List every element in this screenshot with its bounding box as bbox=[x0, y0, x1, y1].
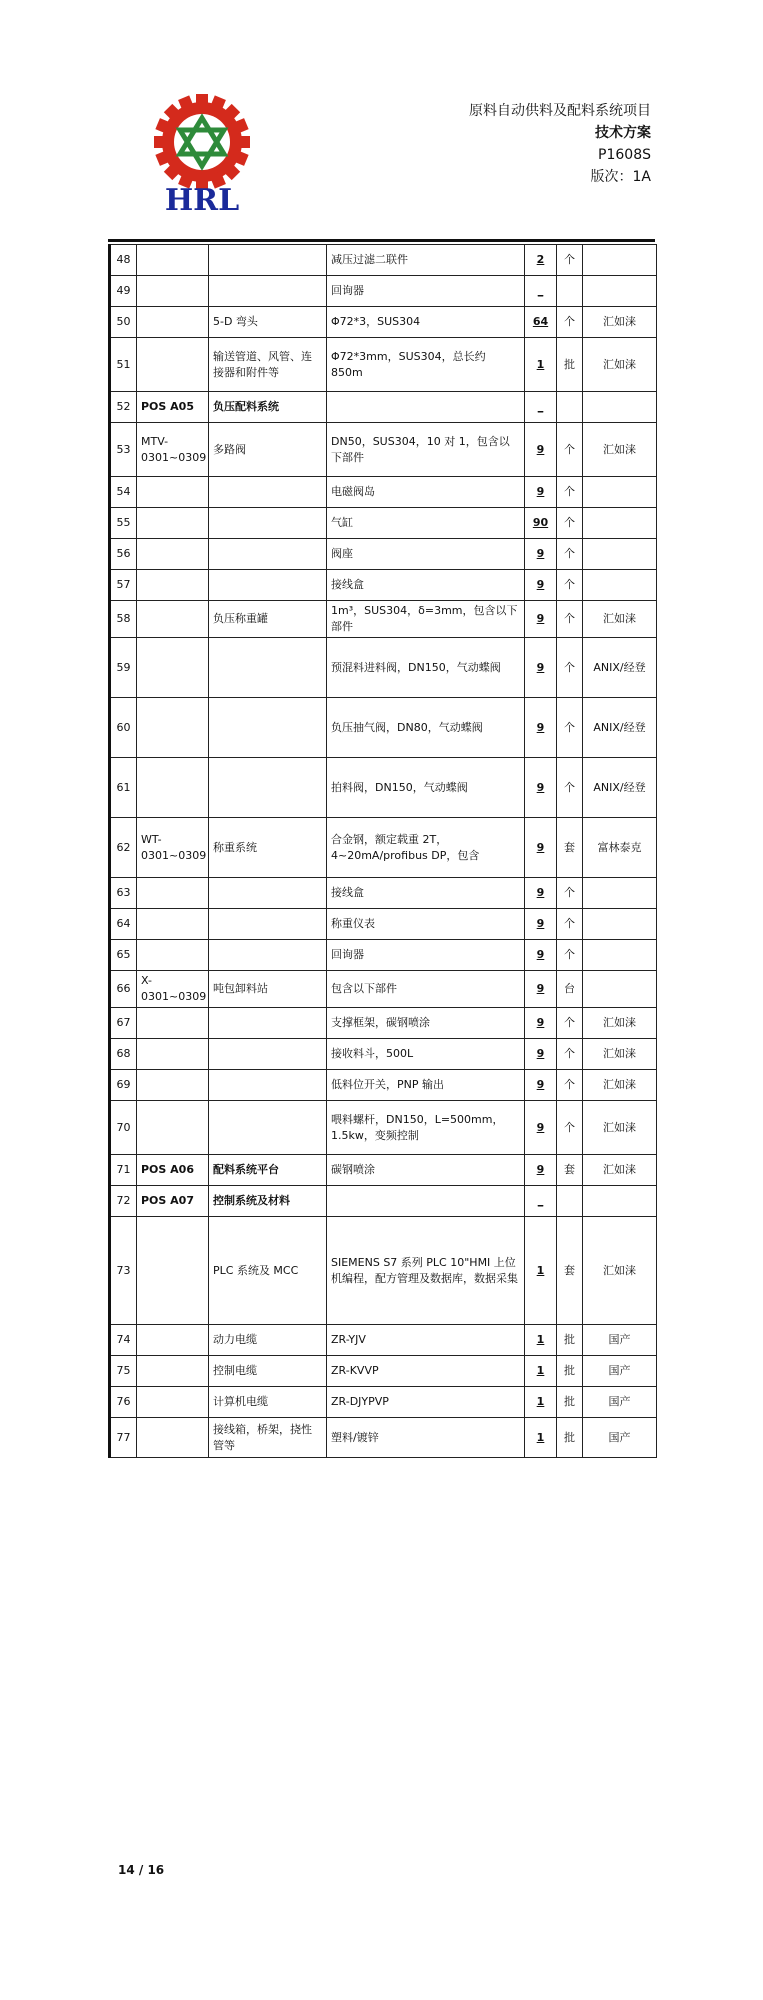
cell-pos bbox=[137, 1356, 209, 1387]
cell-brand: 汇如涞 bbox=[583, 1070, 657, 1101]
cell-no: 75 bbox=[110, 1356, 137, 1387]
cell-qty: 9 bbox=[525, 1101, 557, 1155]
cell-brand bbox=[583, 245, 657, 276]
cell-unit: 个 bbox=[557, 307, 583, 338]
cell-qty: 9 bbox=[525, 601, 557, 638]
cell-brand: 国产 bbox=[583, 1387, 657, 1418]
cell-name bbox=[209, 940, 327, 971]
cell-unit: 个 bbox=[557, 638, 583, 698]
cell-name: 计算机电缆 bbox=[209, 1387, 327, 1418]
cell-brand bbox=[583, 971, 657, 1008]
table-row bbox=[110, 570, 657, 601]
cell-no: 71 bbox=[110, 1155, 137, 1186]
table-row bbox=[110, 758, 657, 818]
document-code: P1608S bbox=[598, 147, 651, 163]
cell-name bbox=[209, 878, 327, 909]
cell-spec: 合金钢，额定载重 2T，4~20mA/profibus DP，包含 bbox=[327, 818, 525, 878]
table-row bbox=[110, 477, 657, 508]
table-row bbox=[110, 638, 657, 698]
cell-qty: 9 bbox=[525, 1070, 557, 1101]
cell-brand bbox=[583, 940, 657, 971]
table-row bbox=[110, 1356, 657, 1387]
cell-spec: 塑料/镀锌 bbox=[327, 1418, 525, 1458]
cell-brand: 汇如涞 bbox=[583, 601, 657, 638]
cell-spec: 碳钢喷涂 bbox=[327, 1155, 525, 1186]
cell-name bbox=[209, 477, 327, 508]
cell-name: 控制系统及材料 bbox=[209, 1186, 327, 1217]
cell-no: 58 bbox=[110, 601, 137, 638]
cell-unit bbox=[557, 1186, 583, 1217]
cell-pos bbox=[137, 1325, 209, 1356]
cell-unit: 个 bbox=[557, 508, 583, 539]
cell-no: 56 bbox=[110, 539, 137, 570]
cell-name bbox=[209, 245, 327, 276]
cell-unit bbox=[557, 276, 583, 307]
cell-no: 68 bbox=[110, 1039, 137, 1070]
cell-qty: 9 bbox=[525, 1155, 557, 1186]
cell-pos bbox=[137, 245, 209, 276]
cell-spec: 称重仪表 bbox=[327, 909, 525, 940]
cell-spec: Φ72*3，SUS304 bbox=[327, 307, 525, 338]
cell-unit: 个 bbox=[557, 1101, 583, 1155]
cell-pos bbox=[137, 601, 209, 638]
cell-spec: 负压抽气阀，DN80，气动蝶阀 bbox=[327, 698, 525, 758]
cell-brand: 国产 bbox=[583, 1418, 657, 1458]
cell-unit: 个 bbox=[557, 1070, 583, 1101]
cell-brand: 国产 bbox=[583, 1356, 657, 1387]
table-row bbox=[110, 1101, 657, 1155]
cell-spec: 回询器 bbox=[327, 276, 525, 307]
cell-qty: 2 bbox=[525, 245, 557, 276]
cell-name: 接线箱，桥架，挠性管等 bbox=[209, 1418, 327, 1458]
cell-no: 49 bbox=[110, 276, 137, 307]
cell-spec: 1m³，SUS304，δ=3mm，包含以下部件 bbox=[327, 601, 525, 638]
cell-spec: 气缸 bbox=[327, 508, 525, 539]
cell-brand bbox=[583, 878, 657, 909]
cell-qty: 1 bbox=[525, 1418, 557, 1458]
cell-pos bbox=[137, 1387, 209, 1418]
cell-pos bbox=[137, 1070, 209, 1101]
cell-qty: 9 bbox=[525, 940, 557, 971]
cell-spec: 包含以下部件 bbox=[327, 971, 525, 1008]
table-row bbox=[110, 1387, 657, 1418]
equipment-table bbox=[108, 244, 657, 1458]
cell-qty: 64 bbox=[525, 307, 557, 338]
cell-brand: 汇如涞 bbox=[583, 1008, 657, 1039]
cell-qty: 9 bbox=[525, 570, 557, 601]
cell-no: 52 bbox=[110, 392, 137, 423]
table-row bbox=[110, 1217, 657, 1325]
cell-name bbox=[209, 539, 327, 570]
table-row bbox=[110, 1008, 657, 1039]
cell-brand bbox=[583, 392, 657, 423]
cell-spec: 回询器 bbox=[327, 940, 525, 971]
table-row bbox=[110, 539, 657, 570]
cell-unit: 批 bbox=[557, 1418, 583, 1458]
cell-brand bbox=[583, 276, 657, 307]
table-row bbox=[110, 392, 657, 423]
cell-no: 59 bbox=[110, 638, 137, 698]
cell-qty: 1 bbox=[525, 338, 557, 392]
cell-spec: ZR-KVVP bbox=[327, 1356, 525, 1387]
cell-pos bbox=[137, 1217, 209, 1325]
cell-spec: 预混料进料阀，DN150，气动蝶阀 bbox=[327, 638, 525, 698]
cell-name: PLC 系统及 MCC bbox=[209, 1217, 327, 1325]
cell-pos bbox=[137, 276, 209, 307]
cell-unit: 个 bbox=[557, 909, 583, 940]
cell-no: 48 bbox=[110, 245, 137, 276]
cell-brand: 汇如涞 bbox=[583, 307, 657, 338]
cell-unit: 套 bbox=[557, 1217, 583, 1325]
cell-unit: 个 bbox=[557, 601, 583, 638]
cell-spec: 支撑框架，碳钢喷涂 bbox=[327, 1008, 525, 1039]
cell-unit: 个 bbox=[557, 1039, 583, 1070]
cell-spec: DN50，SUS304，10 对 1，包含以下部件 bbox=[327, 423, 525, 477]
cell-no: 76 bbox=[110, 1387, 137, 1418]
cell-no: 73 bbox=[110, 1217, 137, 1325]
cell-name: 负压称重罐 bbox=[209, 601, 327, 638]
table-row bbox=[110, 601, 657, 638]
cell-unit: 批 bbox=[557, 338, 583, 392]
cell-no: 61 bbox=[110, 758, 137, 818]
cell-qty: 1 bbox=[525, 1356, 557, 1387]
cell-unit: 套 bbox=[557, 818, 583, 878]
cell-no: 63 bbox=[110, 878, 137, 909]
table-row bbox=[110, 971, 657, 1008]
cell-brand: ANIX/经登 bbox=[583, 698, 657, 758]
cell-name: 多路阀 bbox=[209, 423, 327, 477]
cell-qty: _ bbox=[525, 392, 557, 423]
cell-brand: 汇如涞 bbox=[583, 423, 657, 477]
cell-qty: 9 bbox=[525, 1008, 557, 1039]
cell-no: 64 bbox=[110, 909, 137, 940]
cell-pos bbox=[137, 1418, 209, 1458]
cell-unit bbox=[557, 392, 583, 423]
cell-unit: 台 bbox=[557, 971, 583, 1008]
cell-no: 50 bbox=[110, 307, 137, 338]
cell-unit: 个 bbox=[557, 570, 583, 601]
cell-no: 57 bbox=[110, 570, 137, 601]
cell-qty: 9 bbox=[525, 539, 557, 570]
cell-unit: 个 bbox=[557, 698, 583, 758]
table-row bbox=[110, 307, 657, 338]
cell-unit: 个 bbox=[557, 477, 583, 508]
cell-no: 72 bbox=[110, 1186, 137, 1217]
cell-name bbox=[209, 570, 327, 601]
cell-brand bbox=[583, 1186, 657, 1217]
cell-qty: 1 bbox=[525, 1325, 557, 1356]
document-type: 技术方案 bbox=[595, 125, 651, 141]
project-title: 原料自动供料及配料系统项目 bbox=[469, 103, 651, 119]
cell-brand: ANIX/经登 bbox=[583, 758, 657, 818]
table-row bbox=[110, 276, 657, 307]
cell-no: 74 bbox=[110, 1325, 137, 1356]
cell-spec: Φ72*3mm，SUS304，总长约 850m bbox=[327, 338, 525, 392]
cell-pos bbox=[137, 1101, 209, 1155]
cell-brand: ANIX/经登 bbox=[583, 638, 657, 698]
cell-no: 69 bbox=[110, 1070, 137, 1101]
cell-no: 51 bbox=[110, 338, 137, 392]
cell-pos bbox=[137, 307, 209, 338]
cell-spec bbox=[327, 1186, 525, 1217]
cell-spec: 低料位开关，PNP 输出 bbox=[327, 1070, 525, 1101]
cell-name bbox=[209, 1070, 327, 1101]
cell-no: 62 bbox=[110, 818, 137, 878]
cell-no: 70 bbox=[110, 1101, 137, 1155]
cell-pos: POS A05 bbox=[137, 392, 209, 423]
cell-qty: 9 bbox=[525, 758, 557, 818]
cell-brand: 汇如涞 bbox=[583, 1101, 657, 1155]
cell-brand: 汇如涞 bbox=[583, 1217, 657, 1325]
cell-name bbox=[209, 1039, 327, 1070]
cell-spec: 喂料螺杆，DN150，L=500mm，1.5kw，变频控制 bbox=[327, 1101, 525, 1155]
cell-no: 54 bbox=[110, 477, 137, 508]
cell-unit: 个 bbox=[557, 423, 583, 477]
table-row bbox=[110, 1155, 657, 1186]
cell-unit: 批 bbox=[557, 1356, 583, 1387]
logo-text: HRL bbox=[164, 183, 240, 216]
cell-unit: 套 bbox=[557, 1155, 583, 1186]
cell-pos bbox=[137, 508, 209, 539]
cell-pos bbox=[137, 758, 209, 818]
table-row bbox=[110, 1070, 657, 1101]
cell-qty: 9 bbox=[525, 971, 557, 1008]
cell-pos bbox=[137, 1008, 209, 1039]
cell-no: 66 bbox=[110, 971, 137, 1008]
cell-brand bbox=[583, 508, 657, 539]
cell-qty: _ bbox=[525, 276, 557, 307]
cell-pos bbox=[137, 570, 209, 601]
cell-qty: 9 bbox=[525, 909, 557, 940]
cell-spec: 拍料阀，DN150，气动蝶阀 bbox=[327, 758, 525, 818]
cell-spec: 阀座 bbox=[327, 539, 525, 570]
table-row bbox=[110, 1418, 657, 1458]
cell-unit: 个 bbox=[557, 758, 583, 818]
document-version: 版次：1A bbox=[590, 169, 651, 185]
cell-brand bbox=[583, 477, 657, 508]
table-row bbox=[110, 940, 657, 971]
cell-no: 67 bbox=[110, 1008, 137, 1039]
cell-qty: _ bbox=[525, 1186, 557, 1217]
cell-spec: SIEMENS S7 系列 PLC 10"HMI 上位机编程，配方管理及数据库，数据采集 bbox=[327, 1217, 525, 1325]
cell-no: 53 bbox=[110, 423, 137, 477]
cell-spec: ZR-YJV bbox=[327, 1325, 525, 1356]
cell-spec: 接线盒 bbox=[327, 878, 525, 909]
table-row bbox=[110, 1325, 657, 1356]
cell-brand: 汇如涞 bbox=[583, 338, 657, 392]
cell-pos bbox=[137, 909, 209, 940]
cell-pos bbox=[137, 878, 209, 909]
cell-unit: 个 bbox=[557, 1008, 583, 1039]
cell-spec bbox=[327, 392, 525, 423]
cell-no: 65 bbox=[110, 940, 137, 971]
cell-qty: 9 bbox=[525, 878, 557, 909]
cell-pos bbox=[137, 638, 209, 698]
cell-no: 77 bbox=[110, 1418, 137, 1458]
cell-pos: POS A07 bbox=[137, 1186, 209, 1217]
cell-no: 60 bbox=[110, 698, 137, 758]
cell-pos: X-0301~0309 bbox=[137, 971, 209, 1008]
cell-spec: 接收料斗，500L bbox=[327, 1039, 525, 1070]
cell-name: 吨包卸料站 bbox=[209, 971, 327, 1008]
table-row bbox=[110, 1039, 657, 1070]
cell-unit: 批 bbox=[557, 1387, 583, 1418]
table-row bbox=[110, 878, 657, 909]
cell-no: 55 bbox=[110, 508, 137, 539]
table-row bbox=[110, 1186, 657, 1217]
cell-qty: 1 bbox=[525, 1387, 557, 1418]
cell-brand: 国产 bbox=[583, 1325, 657, 1356]
cell-name: 输送管道、风管、连接器和附件等 bbox=[209, 338, 327, 392]
cell-pos bbox=[137, 338, 209, 392]
header-rule bbox=[108, 239, 655, 242]
cell-name: 动力电缆 bbox=[209, 1325, 327, 1356]
cell-name: 控制电缆 bbox=[209, 1356, 327, 1387]
cell-name bbox=[209, 638, 327, 698]
cell-name: 称重系统 bbox=[209, 818, 327, 878]
cell-name bbox=[209, 1101, 327, 1155]
cell-name bbox=[209, 508, 327, 539]
cell-qty: 90 bbox=[525, 508, 557, 539]
cell-pos bbox=[137, 477, 209, 508]
cell-brand: 汇如涞 bbox=[583, 1155, 657, 1186]
cell-qty: 9 bbox=[525, 423, 557, 477]
cell-spec: 电磁阀岛 bbox=[327, 477, 525, 508]
cell-unit: 个 bbox=[557, 878, 583, 909]
cell-unit: 批 bbox=[557, 1325, 583, 1356]
cell-name bbox=[209, 909, 327, 940]
cell-brand bbox=[583, 570, 657, 601]
cell-unit: 个 bbox=[557, 940, 583, 971]
table-row bbox=[110, 909, 657, 940]
cell-brand bbox=[583, 909, 657, 940]
cell-pos bbox=[137, 698, 209, 758]
cell-unit: 个 bbox=[557, 245, 583, 276]
cell-brand: 汇如涞 bbox=[583, 1039, 657, 1070]
cell-name: 5-D 弯头 bbox=[209, 307, 327, 338]
cell-unit: 个 bbox=[557, 539, 583, 570]
page-number: 14 / 16 bbox=[118, 1863, 165, 1877]
cell-pos bbox=[137, 940, 209, 971]
cell-pos: MTV-0301~0309 bbox=[137, 423, 209, 477]
cell-spec: 接线盒 bbox=[327, 570, 525, 601]
table-row bbox=[110, 245, 657, 276]
cell-name bbox=[209, 276, 327, 307]
cell-qty: 9 bbox=[525, 818, 557, 878]
cell-qty: 9 bbox=[525, 638, 557, 698]
cell-name bbox=[209, 1008, 327, 1039]
cell-qty: 1 bbox=[525, 1217, 557, 1325]
cell-name: 负压配料系统 bbox=[209, 392, 327, 423]
cell-pos bbox=[137, 1039, 209, 1070]
cell-name bbox=[209, 758, 327, 818]
company-logo bbox=[138, 88, 266, 216]
cell-pos bbox=[137, 539, 209, 570]
cell-name: 配料系统平台 bbox=[209, 1155, 327, 1186]
cell-pos: POS A06 bbox=[137, 1155, 209, 1186]
cell-qty: 9 bbox=[525, 1039, 557, 1070]
cell-brand bbox=[583, 539, 657, 570]
cell-qty: 9 bbox=[525, 477, 557, 508]
table-row bbox=[110, 698, 657, 758]
cell-brand: 富林泰克 bbox=[583, 818, 657, 878]
cell-spec: ZR-DJYPVP bbox=[327, 1387, 525, 1418]
table-row bbox=[110, 423, 657, 477]
cell-spec: 减压过滤二联件 bbox=[327, 245, 525, 276]
table-row bbox=[110, 338, 657, 392]
cell-qty: 9 bbox=[525, 698, 557, 758]
cell-pos: WT-0301~0309 bbox=[137, 818, 209, 878]
table-row bbox=[110, 508, 657, 539]
cell-name bbox=[209, 698, 327, 758]
table-row bbox=[110, 818, 657, 878]
document-header bbox=[469, 100, 651, 188]
